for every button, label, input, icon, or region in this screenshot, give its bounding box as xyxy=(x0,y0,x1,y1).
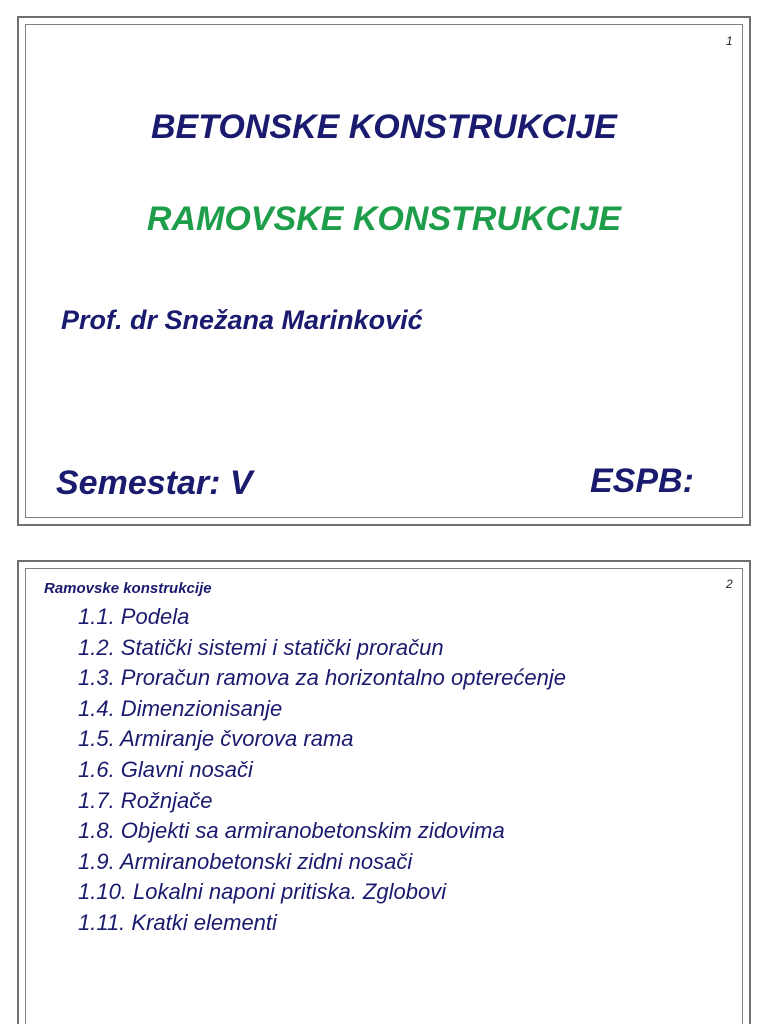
toc-item: 1.10. Lokalni naponi pritiska. Zglobovi xyxy=(78,879,447,905)
toc-item: 1.6. Glavni nosači xyxy=(78,756,253,782)
toc-item: 1.9. Armiranobetonski zidni nosači xyxy=(78,848,413,874)
toc-item: 1.4. Dimenzionisanje xyxy=(78,695,283,721)
slide-2-number: 2 xyxy=(726,577,733,591)
toc-item: 1.11. Kratki elementi xyxy=(78,909,277,935)
slide-1-inner-frame xyxy=(25,24,743,518)
toc-item: 1.8. Objekti sa armiranobetonskim zidovima xyxy=(78,818,505,844)
toc-item: 1.5. Armiranje čvorova rama xyxy=(78,726,354,752)
table-of-contents xyxy=(78,602,566,939)
toc-item: 1.7. Rožnjače xyxy=(78,787,213,813)
espb-label: ESPB: xyxy=(590,462,694,500)
semester-label: Semestar: V xyxy=(56,464,253,502)
course-title: BETONSKE KONSTRUKCIJE xyxy=(151,108,617,146)
section-title: Ramovske konstrukcije xyxy=(44,580,212,597)
toc-item: 1.2. Statički sistemi i statički proračun xyxy=(78,634,444,660)
toc-item: 1.3. Proračun ramova za horizontalno opterećenje xyxy=(78,665,566,691)
toc-item: 1.1. Podela xyxy=(78,604,190,629)
slide-1-number: 1 xyxy=(726,34,733,48)
author-name: Prof. dr Snežana Marinković xyxy=(61,305,423,335)
course-subtitle: RAMOVSKE KONSTRUKCIJE xyxy=(146,200,622,238)
